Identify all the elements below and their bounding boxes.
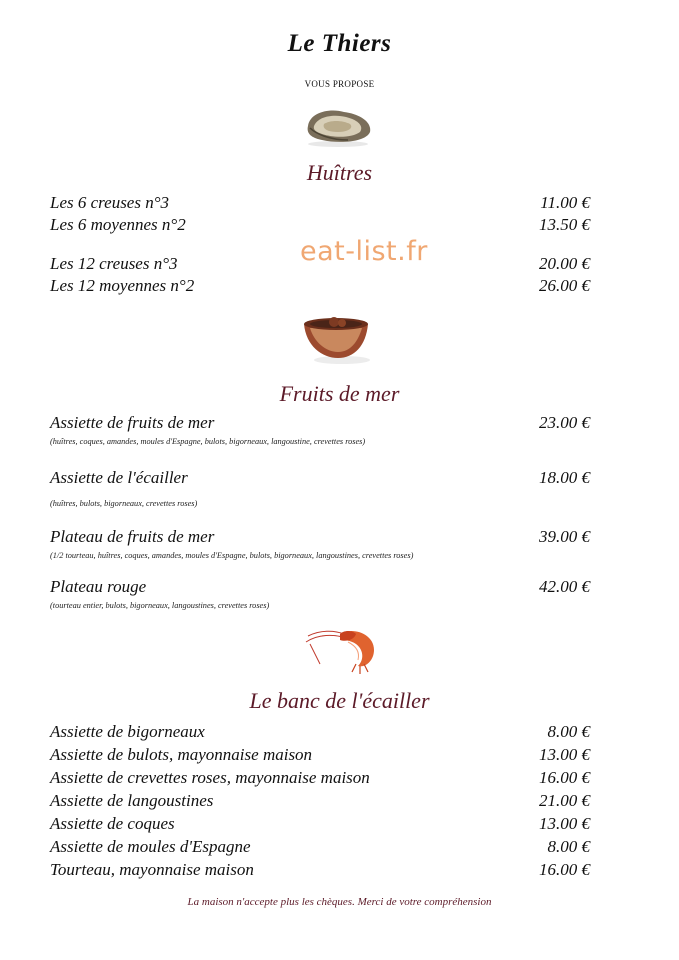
- item-price: 20.00 €: [539, 254, 590, 273]
- item-price: 11.00 €: [540, 193, 590, 212]
- item-name: Les 6 creuses n°3: [50, 193, 170, 212]
- menu-subtitle: VOUS PROPOSE: [304, 79, 375, 89]
- menu-item: [50, 722, 590, 744]
- menu-item: [50, 527, 590, 549]
- item-price: 39.00 €: [539, 527, 590, 546]
- item-description: (huîtres, bulots, bigorneaux, crevettes roses): [50, 499, 198, 508]
- crab-bowl-icon: [300, 312, 374, 366]
- item-name: Assiette de langoustines: [50, 791, 214, 810]
- shrimp-icon: [300, 620, 384, 676]
- item-name: Plateau rouge: [50, 577, 147, 596]
- menu-item: [50, 468, 590, 490]
- payment-notice: La maison n'accepte plus les chèques. Merci de votre compréhension: [187, 896, 492, 908]
- item-price: 23.00 €: [539, 413, 590, 432]
- menu-item: [50, 276, 590, 298]
- menu-item: [50, 837, 590, 859]
- item-description: (tourteau entier, bulots, bigorneaux, langoustines, crevettes roses): [50, 601, 270, 610]
- menu-item: [50, 814, 590, 836]
- watermark: eat-list.fr: [300, 236, 428, 267]
- item-price: 18.00 €: [539, 468, 590, 487]
- item-name: Assiette de bigorneaux: [50, 722, 205, 741]
- item-price: 8.00 €: [547, 722, 590, 741]
- menu-item: [50, 745, 590, 767]
- section-title-banc-ecailler: Le banc de l'écailler: [249, 688, 430, 713]
- item-name: Tourteau, mayonnaise maison: [50, 860, 254, 879]
- restaurant-title: Le Thiers: [287, 30, 392, 57]
- section-title-huitres: Huîtres: [306, 160, 373, 185]
- item-price: 13.50 €: [539, 215, 590, 234]
- item-price: 13.00 €: [539, 745, 590, 764]
- item-name: Les 6 moyennes n°2: [50, 215, 186, 234]
- item-name: Assiette de moules d'Espagne: [50, 837, 251, 856]
- item-name: Assiette de coques: [50, 814, 175, 833]
- item-price: 21.00 €: [539, 791, 590, 810]
- item-price: 16.00 €: [539, 860, 590, 879]
- item-price: 26.00 €: [539, 276, 590, 295]
- item-price: 13.00 €: [539, 814, 590, 833]
- menu-item: [50, 193, 590, 215]
- menu-item: [50, 791, 590, 813]
- item-price: 8.00 €: [547, 837, 590, 856]
- item-name: Assiette de crevettes roses, mayonnaise maison: [50, 768, 370, 787]
- item-description: (1/2 tourteau, huîtres, coques, amandes, moules d'Espagne, bulots, bigorneaux, langoustines, crevettes roses): [50, 551, 414, 560]
- menu-item: [50, 215, 590, 237]
- section-title-fruits-de-mer: Fruits de mer: [279, 381, 400, 406]
- item-description: (huîtres, coques, amandes, moules d'Espagne, bulots, bigorneaux, langoustine, crevettes roses): [50, 437, 366, 446]
- oyster-icon: [300, 104, 376, 148]
- item-name: Assiette de bulots, mayonnaise maison: [50, 745, 313, 764]
- item-name: Assiette de fruits de mer: [50, 413, 215, 432]
- item-price: 42.00 €: [539, 577, 590, 596]
- item-price: 16.00 €: [539, 768, 590, 787]
- menu-item: [50, 860, 590, 882]
- item-name: Assiette de l'écailler: [50, 468, 188, 487]
- item-name: Les 12 moyennes n°2: [50, 276, 195, 295]
- menu-item: [50, 577, 590, 599]
- item-name: Plateau de fruits de mer: [50, 527, 215, 546]
- item-name: Les 12 creuses n°3: [50, 254, 178, 273]
- menu-item: [50, 413, 590, 435]
- menu-item: [50, 768, 590, 790]
